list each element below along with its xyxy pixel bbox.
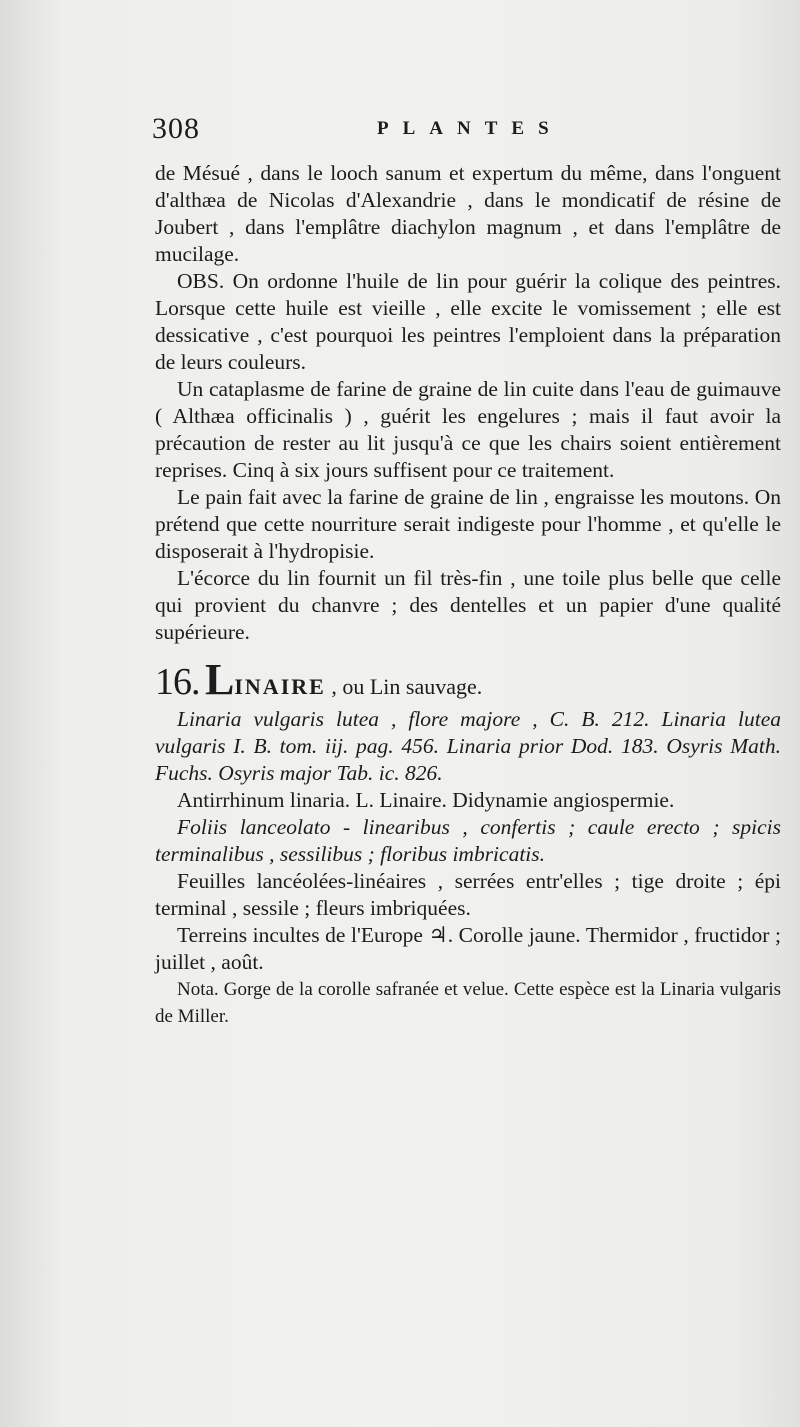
page-number: 308: [152, 112, 200, 145]
french-description: Feuilles lancéolées-linéaires , serrées entr'elles ; tige droite ; épi terminal , sessile ; fleurs imbriquées.: [155, 869, 781, 920]
nota: Nota. Gorge de la corolle safranée et velue. Cette espèce est la Linaria vulgaris de Miller.: [155, 979, 781, 1027]
page-header: [152, 112, 782, 152]
synonymy: Linaria vulgaris lutea , flore majore , C. B. 212. Linaria lutea vulgaris I. B. tom. iij. pag. 456. Linaria prior Dod. 183. Osyris Math. Fuchs. Osyris major Tab. ic. 826.: [155, 707, 781, 785]
section-title: INAIRE: [234, 674, 326, 699]
paragraph-cataplasme: Un cataplasme de farine de graine de lin cuite dans l'eau de guimauve ( Althæa officinalis ) , guérit les engelures ; mais il faut avoir la précaution de rester au lit jusqu'à ce que les chairs soient entièrement reprises. Cinq à six jours suffisent pour ce traitement.: [155, 377, 781, 482]
section-heading: [155, 655, 781, 704]
paragraph-ecorce: L'écorce du lin fournit un fil très-fin , une toile plus belle que celle qui provient du chanvre ; des dentelles et un papier d'une qualité supérieure.: [155, 566, 781, 644]
paragraph-uses: de Mésué , dans le looch sanum et expertum du même, dans l'onguent d'althæa de Nicolas d'Alexandrie , dans le mondicatif de résine de Joubert , dans l'emplâtre diachylon magnum , et dans l'emplâtre de mucilage.: [155, 161, 781, 266]
section-title-tail: , ou Lin sauvage.: [331, 674, 483, 699]
latin-description: Foliis lanceolato - linearibus , confertis ; caule erecto ; spicis terminalibus , sessilibus ; floribus imbricatis.: [155, 815, 781, 866]
section-title-initial: L: [205, 655, 235, 704]
section-number: 16.: [155, 661, 200, 703]
linnaean-name: Antirrhinum linaria. L. Linaire. Didynamie angiospermie.: [177, 788, 675, 812]
paragraph-obs: OBS. On ordonne l'huile de lin pour guérir la colique des peintres. Lorsque cette huile est vieille , elle excite le vomissement ; elle est dessicative , c'est pourquoi les peintres l'emploient dans la préparation de leurs couleurs.: [155, 269, 781, 374]
paragraph-pain: Le pain fait avec la farine de graine de lin , engraisse les moutons. On prétend que cette nourriture serait indigeste pour l'homme , et qu'elle le disposerait à l'hydropisie.: [155, 485, 781, 563]
running-head: PLANTES: [377, 118, 563, 139]
body-text: [155, 160, 781, 1030]
habitat: Terreins incultes de l'Europe ♃. Corolle jaune. Thermidor , fructidor ; juillet , août.: [155, 923, 781, 974]
